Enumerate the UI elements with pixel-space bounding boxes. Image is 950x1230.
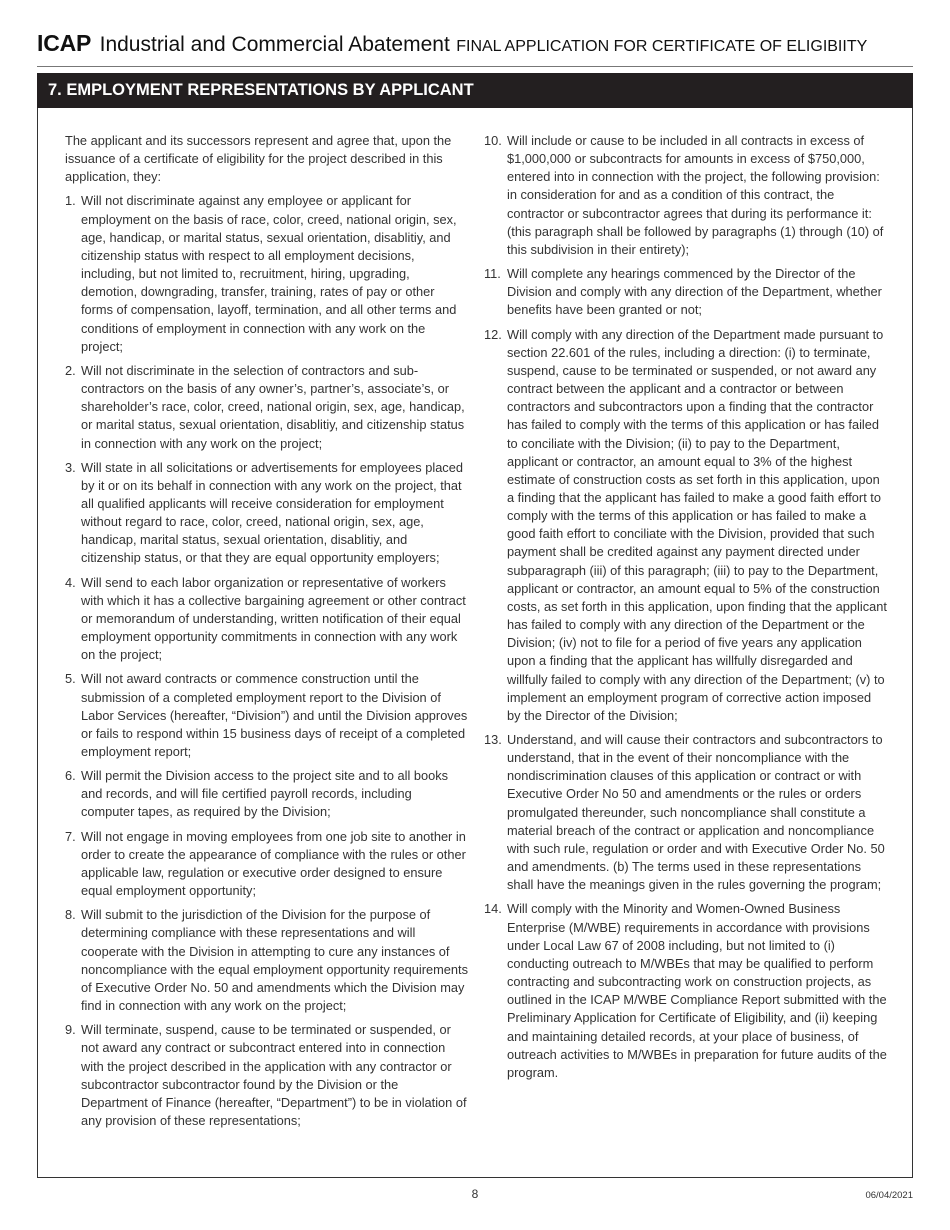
list-item [65,459,468,568]
item-number: 10. [484,133,502,148]
list-item [484,900,887,1082]
footer-date: 06/04/2021 [865,1190,913,1201]
item-text: Will comply with any direction of the Department made pursuant to section 22.601 of the rules, including a direction: (i) to terminate, suspend, cause to be terminated or suspended, or not award any contract between the applicant and a contractor or between contractors and subcontractors upon a finding that the contractor has failed to comply with the terms of this application or has failed to conciliate with the Division; (ii) to pay to the Department, applicant or contractor, an amount equal to 3% of the highest estimate of construction costs as set forth in this application, upon a finding that the applicant has failed to make a good faith effort to comply with the terms of this application or has failed to make a good faith effort to conciliate with the Division, provided that such payment shall be credited against any payment directed under subparagraph (iii) of this paragraph; (iii) to pay to the Department, applicant or contractor, an amount equal to 5% of the construction costs, as set forth in this application, upon finding that the applicant has failed to comply with any direction of the Department or the Division; (iv) not to file for a period of five years any application upon a finding that the applicant has willfully disregarded and willfully failed to comply with any direction of the Department; (v) to implement an employment program of corrective action imposed by the Director of the Division; [507,326,887,723]
list-item [484,132,887,259]
list-item [484,265,887,319]
header-program-name: Industrial and Commercial Abatement [99,33,450,56]
section-title-bar [37,73,913,108]
item-text: Will complete any hearings commenced by the Director of the Division and comply with any direction of the Department, whether benefits have been granted or not; [507,266,882,318]
item-text: Will not award contracts or commence construction until the submission of a completed employment report to the Division of Labor Services (hereafter, “Division”) and until the Division approves or fails to respond within 15 business days of receipt of a completed employment report; [81,671,468,759]
header-brand: ICAP [37,30,92,56]
list-item [65,670,468,761]
item-text: Will submit to the jurisdiction of the Division for the purpose of determining compliance with these representations and will cooperate with the Division in attempting to cure any instances of noncompliance with the equal employment opportunity requirements of Executive Order No. 50 and amendments which the Division may find in connection with any work on the project; [81,907,468,1014]
item-number: 12. [484,326,502,342]
right-column [484,132,887,1088]
item-text: Understand, and will cause their contractors and subcontractors to understand, that in the event of their noncompliance with the nondiscrimination clauses of this application or contract or with Executive Order No 50 and amendments or the rules or orders promulgated thereunder, such noncompliance shall constitute a material breach of the contract or application and noncompliance with such rule, regulation or order and with Executive Order No. 50 and amendments. (b) The terms used in these representations shall have the meanings given in the rules governing the program; [507,732,885,893]
item-text: Will include or cause to be included in all contracts in excess of $1,000,000 or subcontracts for amounts in excess of $750,000, entered into in connection with the project, the following provision: in consideration for and as a condition of this contract, the contractor or subcontractor agrees that during its performance it: (this paragraph shall be followed by paragraphs (1) through (10) of this subdivision in their entirety); [507,133,884,257]
list-item [484,731,887,894]
list-item [484,326,887,725]
item-number: 4. [65,574,76,590]
list-item [65,1021,468,1130]
item-text: Will permit the Division access to the project site and to all books and records, and will file certified payroll records, including computer tapes, as required by the Division; [81,768,449,820]
page-header [37,30,917,57]
list-item [65,767,468,821]
item-text: Will terminate, suspend, cause to be terminated or suspended, or not award any contract or subcontract entered into in connection with the project described in the application with any contractor or subcontractor subcontractor found by the Division or the Department of Finance (hereafter, “Department”) to be in violation of any provision of these representations; [81,1022,467,1128]
item-number: 8. [65,907,76,923]
header-divider [37,66,913,67]
section-title: 7. EMPLOYMENT REPRESENTATIONS BY APPLICANT [48,81,474,99]
list-item [65,906,468,1015]
item-text: Will not discriminate against any employee or applicant for employment on the basis of race, color, creed, national origin, sex, age, handicap, or marital status, sexual orientation, disablitiy, and citizenship status with respect to all employment decisions, including, but not limited to, recruitment, hiring, upgrading, demotion, downgrading, transfer, training, rates of pay or other forms of compensation, layoff, termination, and all other terms and conditions of employment in connection with any work on the project; [81,193,457,354]
item-number: 11. [484,266,501,282]
list-item [65,192,468,355]
left-column [65,132,468,1136]
header-form-title: FINAL APPLICATION FOR CERTIFICATE OF ELIGIBIITY [456,38,868,55]
list-item [65,362,468,453]
page-number: 8 [471,1187,479,1201]
item-number: 14. [484,901,502,917]
item-text: Will state in all solicitations or advertisements for employees placed by it or on its behalf in connection with any work on the project, that all qualified applicants will receive consideration for employment without regard to race, color, creed, national origin, sex, age, handicap, marital status, sexual orientation, disablitiy, and citizenship status, or that they are equal opportunity employers; [81,459,463,566]
intro-paragraph: The applicant and its successors represent and agree that, upon the issuance of a certificate of eligibility for the project described in this application, they: [65,133,452,185]
item-number: 7. [65,828,76,844]
item-text: Will send to each labor organization or representative of workers with which it has a collective bargaining agreement or other contract or memorandum of understanding, written notification of their equal employment opportunity commitments in connection with any work on the project; [81,574,466,663]
item-number: 13. [484,732,502,747]
list-item [65,828,468,901]
item-number: 6. [65,768,76,784]
list-item [65,574,468,665]
item-text: Will not engage in moving employees from one job site to another in order to create the appearance of compliance with the rules or other applicable law, regulation or executive order designed to ensure equal employment opportunity; [81,828,466,899]
item-number: 3. [65,459,76,475]
item-number: 9. [65,1022,76,1038]
item-text: Will not discriminate in the selection of contractors and sub-contractors on the basis of any owner’s, partner’s, associate’s, or shareholder’s race, color, creed, national origin, sex, age, handicap, or marital status, sexual orientation, disablitiy, and citizenship status in connection with any work on the project; [81,362,465,451]
item-number: 1. [65,193,76,209]
item-number: 5. [65,671,76,687]
item-text: Will comply with the Minority and Women-Owned Business Enterprise (M/WBE) requirements in accordance with provisions under Local Law 67 of 2008 including, but not limited to (i) conducting outreach to M/WBEs that may be qualified to perform contracting and subcontracting work on construction projects, as outlined in the ICAP M/WBE Compliance Report submitted with the Preliminary Application for Certificate of Eligibility, and (ii) keeping and maintaining detailed records, at your place of business, of outreach activities to M/WBEs in preparation for future audits of the program. [507,901,887,1080]
item-number: 2. [65,362,76,378]
